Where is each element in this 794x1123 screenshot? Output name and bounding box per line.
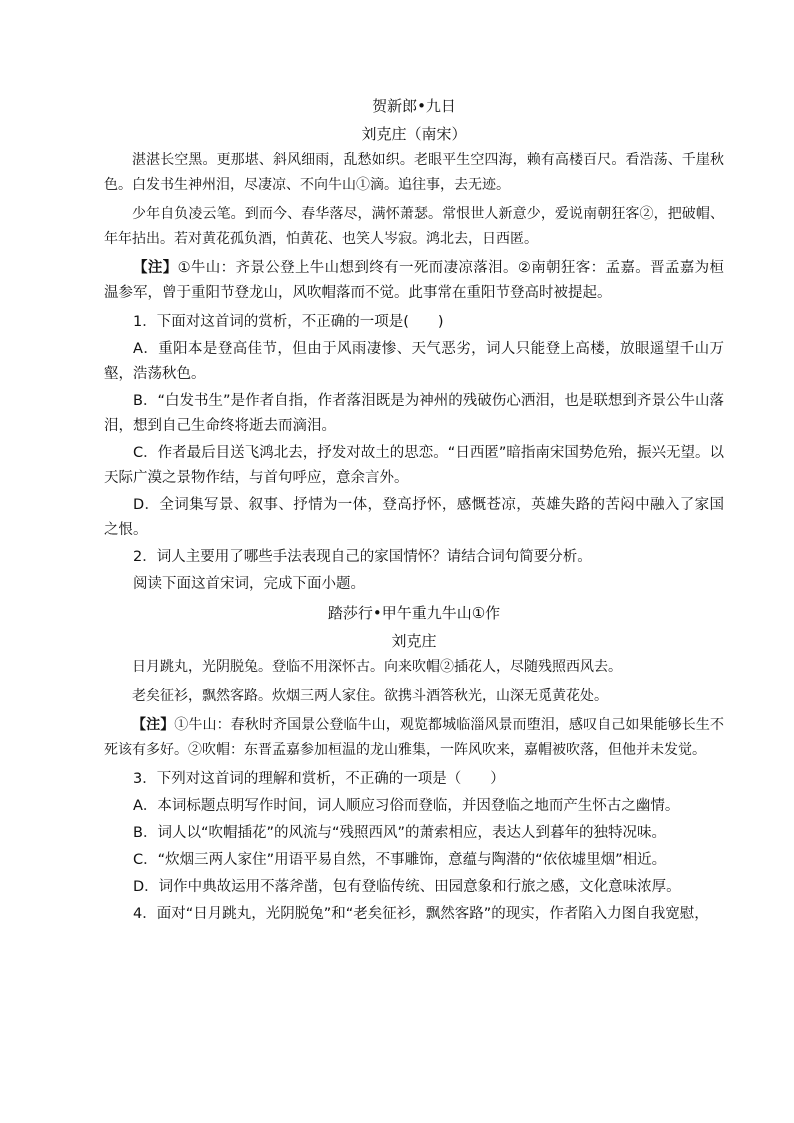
poem1-note-text: ①牛山：齐景公登上牛山想到终有一死而凄凉落泪。②南朝狂客：孟嘉。晋孟嘉为桓温参军，曾于重阳节登龙山，风吹帽落而不觉。此事常在重阳节登高时被提起。 (104, 260, 724, 301)
question-3-option-d: D．词作中典故运用不落斧凿，包有登临传统、田园意象和行旅之感，文化意味浓厚。 (133, 879, 681, 895)
question-3-option-c: C．“炊烟三两人家住”用语平易自然，不事雕饰，意蕴与陶潜的“依依墟里烟”相近。 (133, 852, 667, 868)
question-1-option-c: C．作者最后目送飞鸿北去，抒发对故土的思恋。“日西匿”暗指南宋国势危殆，振兴无望。以天际广漠之景物作结，与首句呼应，意余言外。 (104, 445, 724, 486)
poem2-note-text: ①牛山：春秋时齐国景公登临牛山，观览都城临淄风景而堕泪，感叹自己如果能够长生不死该有多好。②吹帽：东晋孟嘉参加桓温的龙山雅集，一阵风吹来，嘉帽被吹落，但他并未发觉。 (104, 717, 725, 758)
question-3-option-b: B．词人以“吹帽插花”的风流与“残照西风”的萧索相应，表达人到暮年的独特况味。 (133, 825, 666, 841)
poem1-stanza-1: 湛湛长空黑。更那堪、斜风细雨，乱愁如织。老眼平生空四海，赖有高楼百尺。看浩荡、千崖秋色。白发书生神州泪，尽凄凉、不向牛山①滴。追往事，去无迹。 (104, 152, 724, 193)
question-1-option-d: D．全词集写景、叙事、抒情为一体，登高抒怀，感慨苍凉，英雄失路的苦闷中融入了家国之恨。 (104, 497, 724, 538)
poem1-stanza-2: 少年自负凌云笔。到而今、春华落尽，满怀萧瑟。常恨世人新意少，爱说南朝狂客②，把破帽、年年拈出。若对黄花孤负酒，怕黄花、也笑人岑寂。鸿北去，日西匿。 (104, 206, 724, 247)
question-1-stem: 1．下面对这首词的赏析，不正确的一项是( ) (133, 314, 444, 330)
poem1-note-tag: 【注】 (133, 260, 178, 276)
question-3-stem: 3．下列对这首词的理解和赏析，不正确的一项是（ ） (133, 771, 505, 787)
reading-intro: 阅读下面这首宋词，完成下面小题。 (133, 576, 365, 592)
poem1-note (104, 256, 724, 306)
poem2-note (104, 713, 724, 763)
question-2-stem: 2．词人主要用了哪些手法表现自己的家国情怀？请结合词句简要分析。 (133, 549, 592, 565)
poem2-title: 踏莎行•甲午重九牛山①作 (327, 604, 501, 622)
poem1-title: 贺新郎•九日 (372, 97, 456, 115)
poem2-line-1: 日月跳丸，光阴脱兔。登临不用深怀古。向来吹帽②插花人，尽随残照西风去。 (132, 659, 622, 675)
question-1-option-a: A．重阳本是登高佳节，但由于风雨凄惨、天气恶劣，词人只能登上高楼，放眼遥望千山万壑，浩荡秋色。 (104, 341, 724, 382)
question-1-option-b: B．“白发书生”是作者自指，作者落泪既是为神州的残破伤心洒泪，也是联想到齐景公牛山落泪，想到自己生命终将逝去而滴泪。 (104, 393, 724, 434)
poem1-author: 刘克庄（南宋） (361, 125, 467, 143)
document-content (104, 92, 724, 929)
poem2-author: 刘克庄 (391, 632, 437, 650)
poem2-note-tag: 【注】 (132, 717, 175, 733)
question-4-stem: 4．面对“日月跳丸，光阴脱兔”和“老矣征衫，飘然客路”的现实，作者陷入力图自我宽慰， (133, 906, 709, 922)
poem2-line-2: 老矣征衫，飘然客路。炊烟三两人家住。欲携斗酒答秋光，山深无觅黄花处。 (132, 688, 608, 704)
question-3-option-a: A．本词标题点明写作时间，词人顺应习俗而登临，并因登临之地而产生怀古之幽情。 (133, 798, 680, 814)
